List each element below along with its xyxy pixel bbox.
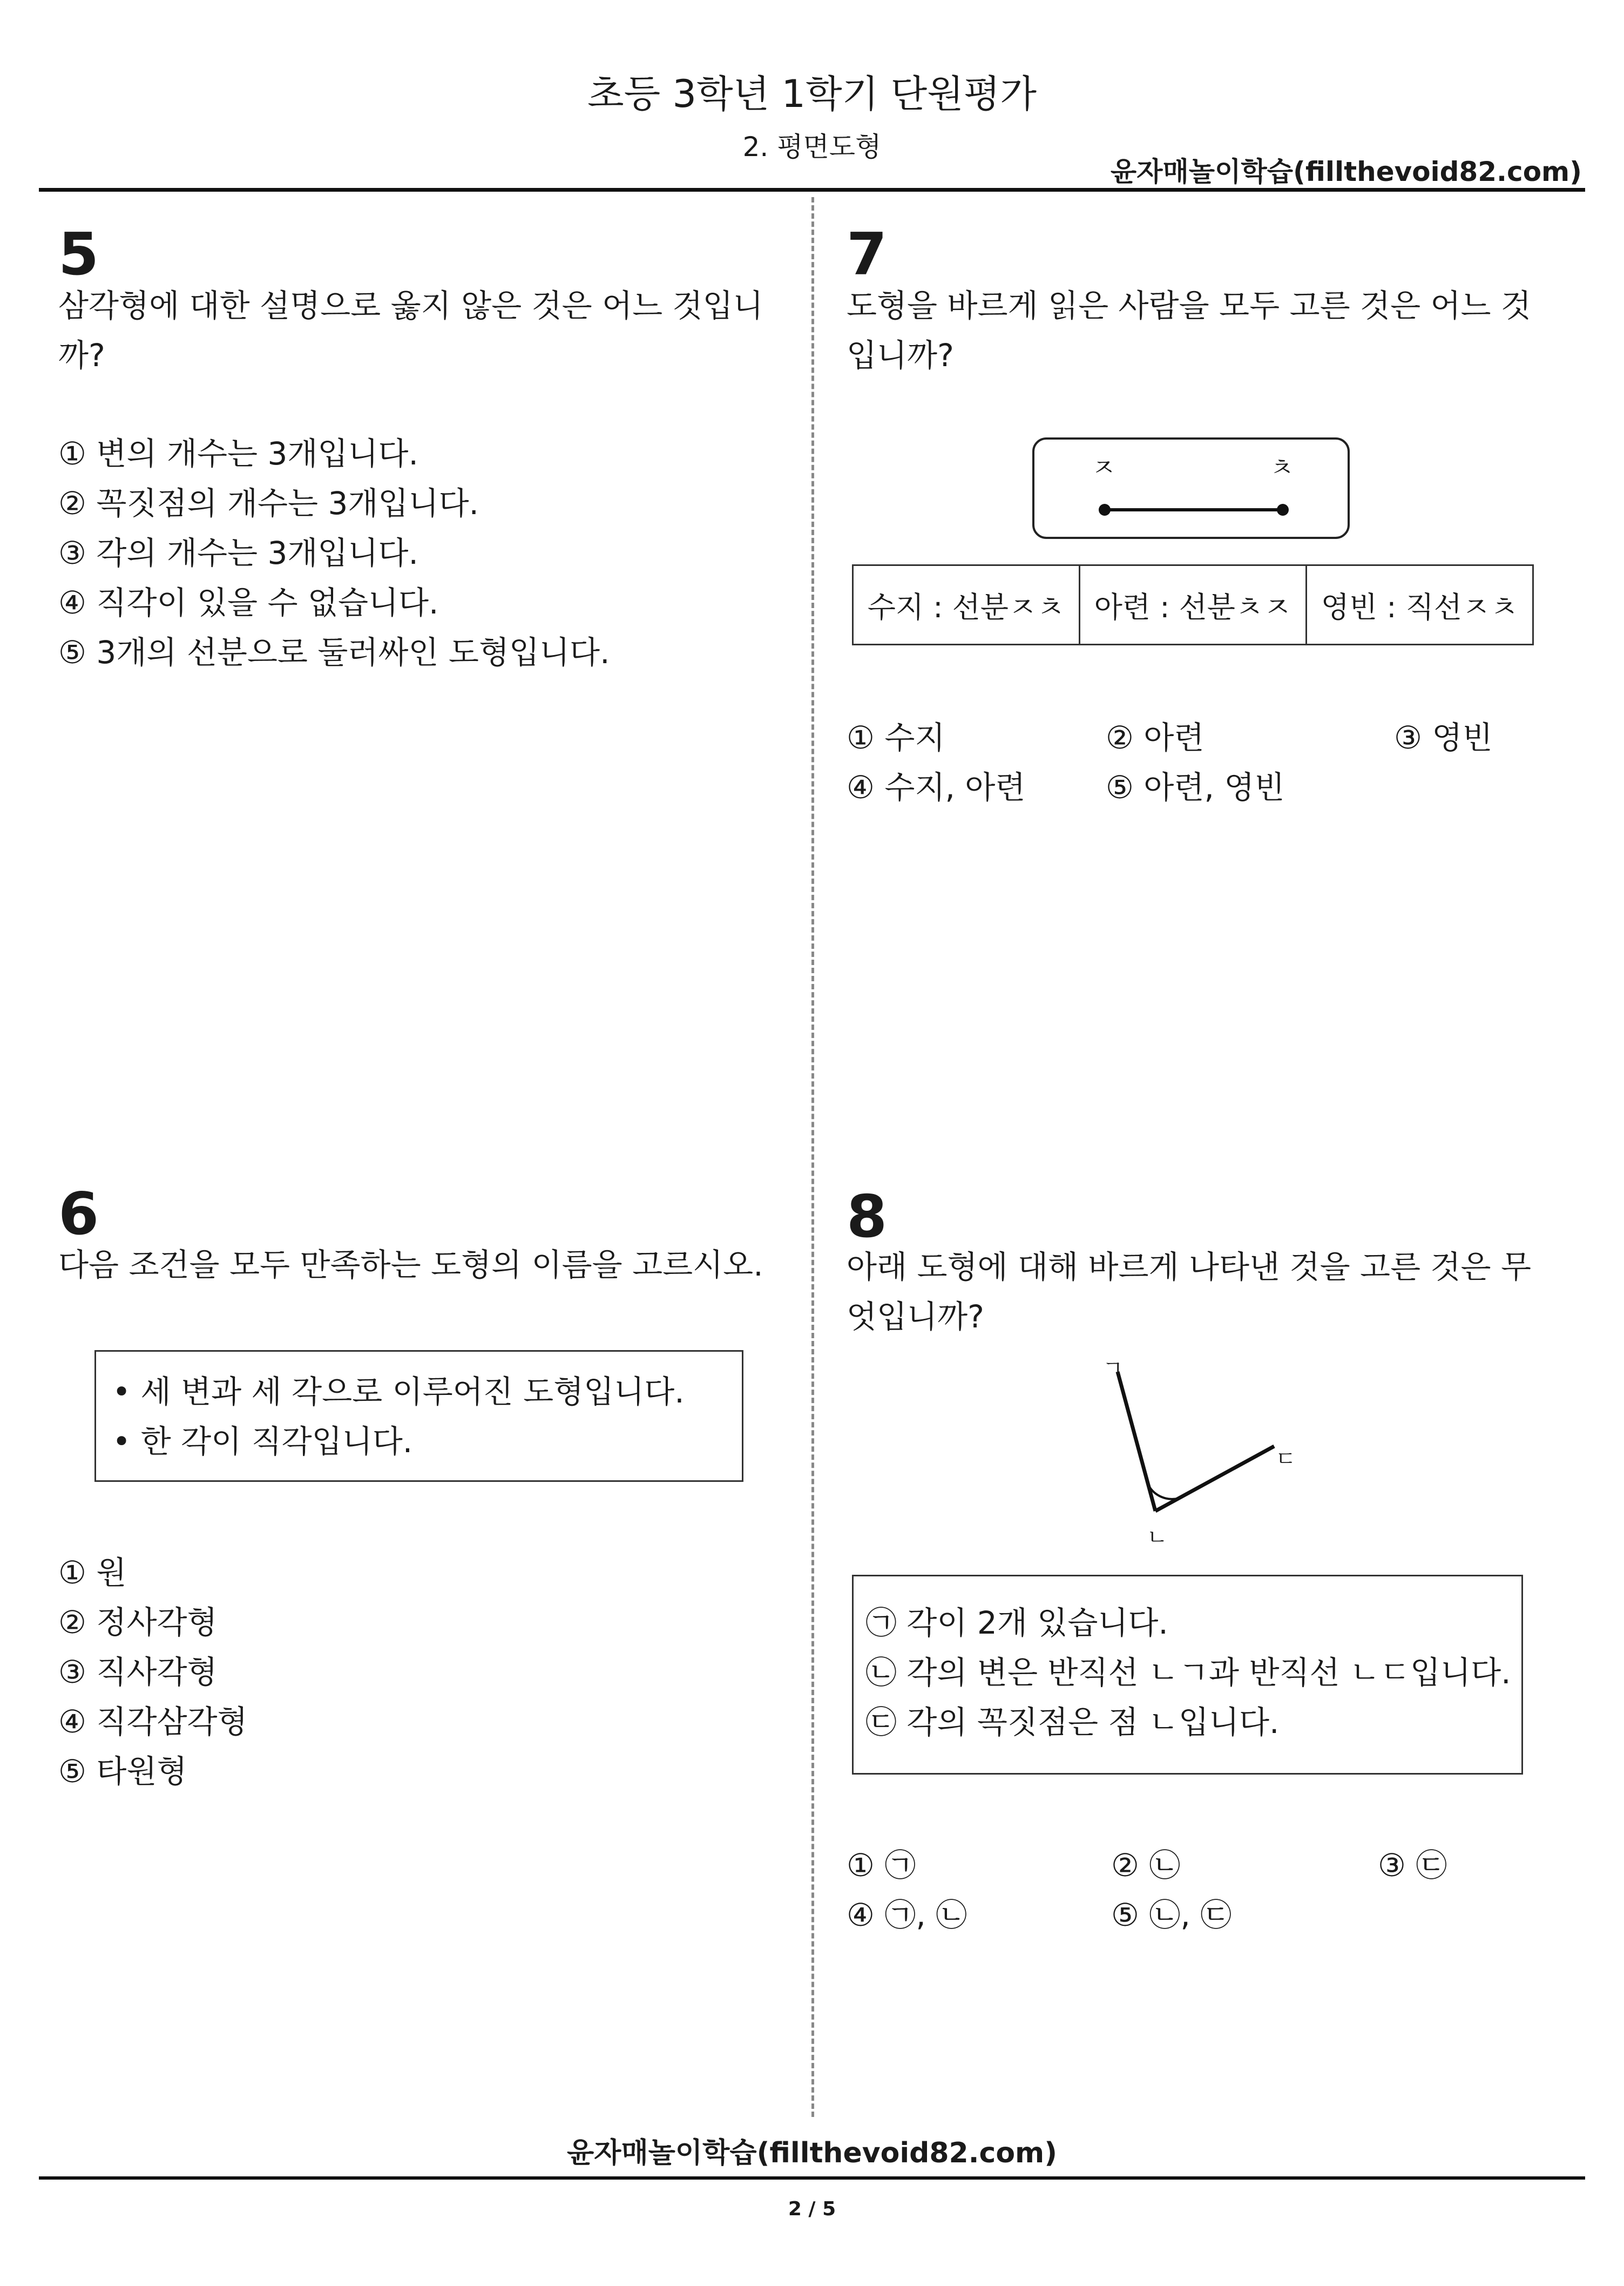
- page-title: 초등 3학년 1학기 단원평가: [587, 72, 1037, 116]
- q8-label-right: ㄷ: [1275, 1447, 1296, 1472]
- unit-subtitle: 2. 평면도형: [742, 131, 882, 163]
- q7-option-3[interactable]: ③ 영빈: [1394, 719, 1493, 756]
- q7-label-right: ㅊ: [1270, 453, 1294, 482]
- header-brand: 윤자매놀이학습(fillthevoid82.com): [1110, 156, 1582, 187]
- q6-condition-box: [94, 1350, 743, 1482]
- q8-label-vertex: ㄴ: [1147, 1525, 1168, 1550]
- q7-text-line1: 도형을 바르게 읽은 사람을 모두 고른 것은 어느 것: [847, 287, 1532, 324]
- q6-option-1[interactable]: ① 원: [58, 1554, 127, 1591]
- q8-number: 8: [847, 1183, 888, 1251]
- q8-ray-bc: [1155, 1446, 1274, 1511]
- q5-text-line1: 삼각형에 대한 설명으로 옳지 않은 것은 어느 것입니: [58, 287, 763, 324]
- q6-condition-2: • 한 각이 직각입니다.: [112, 1423, 413, 1460]
- q8-statement-3: ㉢ 각의 꼭짓점은 점 ㄴ입니다.: [865, 1704, 1280, 1741]
- q8-text-line1: 아래 도형에 대해 바르게 나타낸 것을 고른 것은 무: [847, 1249, 1532, 1285]
- q6-option-5[interactable]: ⑤ 타원형: [58, 1753, 187, 1790]
- q8-option-5[interactable]: ⑤ ㉡, ㉢: [1111, 1897, 1232, 1933]
- q6-number: 6: [58, 1181, 99, 1248]
- q5-number: 5: [58, 221, 99, 288]
- q5-text-line2: 까?: [58, 337, 105, 374]
- q6-option-4[interactable]: ④ 직각삼각형: [58, 1703, 248, 1740]
- q7-text-line2: 입니까?: [847, 337, 954, 374]
- column-divider: [811, 197, 814, 2117]
- q7-answer-table: [852, 564, 1534, 645]
- q5-option-1[interactable]: ① 변의 개수는 3개입니다.: [58, 435, 418, 472]
- q8-text-line2: 엇입니까?: [847, 1298, 984, 1335]
- q8-option-4[interactable]: ④ ㉠, ㉡: [847, 1897, 967, 1933]
- q7-option-1[interactable]: ① 수지: [847, 719, 945, 756]
- q6-option-3[interactable]: ③ 직사각형: [58, 1654, 218, 1690]
- q8-ray-ba: [1118, 1372, 1155, 1511]
- page-number: 2 / 5: [788, 2198, 836, 2220]
- q8-label-top: ㄱ: [1102, 1356, 1124, 1381]
- q7-answer-yeongbin: 영빈 : 직선ㅈㅊ: [1321, 590, 1519, 624]
- q5-option-5[interactable]: ⑤ 3개의 선분으로 둘러싸인 도형입니다.: [58, 634, 610, 671]
- q6-text: 다음 조건을 모두 만족하는 도형의 이름을 고르시오.: [58, 1246, 763, 1283]
- q5-option-3[interactable]: ③ 각의 개수는 3개입니다.: [58, 535, 418, 571]
- q8-statement-1: ㉠ 각이 2개 있습니다.: [865, 1604, 1168, 1641]
- q6-condition-1: • 세 변과 세 각으로 이루어진 도형입니다.: [112, 1373, 685, 1410]
- q7-figure-frame: [1032, 437, 1350, 539]
- q7-number: 7: [847, 221, 888, 288]
- q8-option-1[interactable]: ① ㉠: [847, 1847, 916, 1884]
- q7-label-left: ㅈ: [1092, 453, 1116, 482]
- footer-brand: 윤자매놀이학습(fillthevoid82.com): [566, 2137, 1057, 2169]
- q7-point-left: [1099, 504, 1111, 516]
- q7-option-2[interactable]: ② 아련: [1106, 719, 1205, 756]
- footer-rule: [39, 2176, 1585, 2180]
- q7-option-4[interactable]: ④ 수지, 아련: [847, 769, 1026, 806]
- q8-statement-2: ㉡ 각의 변은 반직선 ㄴㄱ과 반직선 ㄴㄷ입니다.: [865, 1654, 1511, 1691]
- q5-option-2[interactable]: ② 꼭짓점의 개수는 3개입니다.: [58, 485, 479, 522]
- header-rule: [39, 188, 1585, 192]
- q7-segment-figure: [1034, 440, 1348, 537]
- q7-answer-suji: 수지 : 선분ㅈㅊ: [854, 566, 1080, 644]
- q8-statement-box: [852, 1575, 1523, 1775]
- q7-option-5[interactable]: ⑤ 아련, 영빈: [1106, 769, 1285, 806]
- q8-option-3[interactable]: ③ ㉢: [1378, 1847, 1447, 1884]
- q8-option-2[interactable]: ② ㉡: [1111, 1847, 1181, 1884]
- q6-option-2[interactable]: ② 정사각형: [58, 1604, 218, 1641]
- q7-point-right: [1277, 504, 1289, 516]
- q7-answer-aryeon: 아련 : 선분ㅊㅈ: [1080, 566, 1307, 644]
- q5-option-4[interactable]: ④ 직각이 있을 수 없습니다.: [58, 584, 439, 621]
